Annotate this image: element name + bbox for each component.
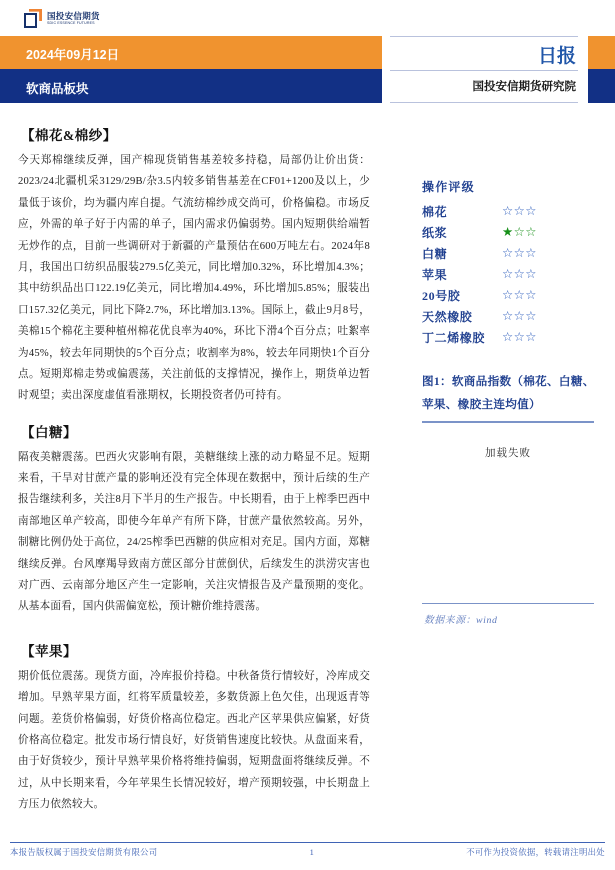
rating-stars-butadiene-rubber: ☆☆☆ [502, 330, 537, 345]
rating-label-sugar: 白糖 [422, 247, 448, 261]
section-title-apple: 【苹果】 [21, 643, 77, 659]
rating-stars-cotton: ☆☆☆ [502, 204, 537, 219]
logo-name-en: SDIC ESSENCE FUTURES [47, 20, 95, 25]
header-right-block [390, 33, 578, 105]
figure-caption: 图1：软商品指数（棉花、白糖、苹果、橡胶主连均值） [422, 375, 595, 412]
rating-stars-pulp: ★☆☆ [502, 225, 537, 240]
rating-label-apple: 苹果 [422, 268, 448, 282]
logo-navy-square [24, 13, 37, 28]
report-kind: 日报 [537, 46, 576, 67]
logo-mark-icon [24, 9, 43, 28]
figure-source: 数据来源：wind [424, 615, 498, 626]
rating-stars-natural-rubber: ☆☆☆ [502, 309, 537, 324]
rating-row-butadiene-rubber [418, 327, 598, 348]
header-rule-mid [390, 70, 578, 71]
report-date: 2024年09月12日 [26, 48, 120, 62]
rating-stars-rubber20: ☆☆☆ [502, 288, 537, 303]
rating-row-sugar [418, 243, 598, 264]
footer [10, 846, 605, 858]
rating-stars-sugar: ☆☆☆ [502, 246, 537, 261]
logo-strip [0, 0, 615, 33]
logo-text [47, 12, 100, 26]
footer-page-number: 1 [309, 847, 315, 857]
sidebar [418, 178, 598, 626]
header-edge-orange [588, 36, 615, 69]
section-apple [18, 640, 370, 816]
header-edge-navy [588, 69, 615, 103]
section-title-cotton: 【棉花&棉纱】 [21, 128, 117, 143]
header-date-bar [0, 36, 382, 69]
rating-row-apple [418, 264, 598, 285]
header-rule-top [390, 36, 578, 37]
rating-stars-apple: ☆☆☆ [502, 267, 537, 282]
company-logo [24, 9, 100, 28]
section-text-sugar: 隔夜美糖震荡。巴西火灾影响有限，美糖继续上涨的动力略显不足。短期来看，干旱对甘蔗产量的影响还没有完全体现在数据中，预计后续的生产报告继续利多，关注8月下半月的生产报告。中长期看，由于上榨季巴西中南部地区单产较高，即使今年单产有所下降，甘蔗产量依然较高。另外，制糖比例仍处于高位，24/25榨季巴西糖的供应相对充足。国内方面，郑糖继续反弹。台风摩羯导致南方蔗区部分甘蔗倒伏，后续发生的洪涝灾害也对广西、云南部分地区产生一定影响，关注灾情报告及产量预期的变化。从基本面看，国内供需偏宽松，预计糖价维持震荡。 [18, 451, 370, 613]
header-rule-bottom [390, 102, 578, 103]
footer-copyright: 本报告版权属于国投安信期货有限公司 [10, 848, 158, 857]
rating-row-pulp [418, 222, 598, 243]
section-text-apple: 期价低位震荡。现货方面，冷库报价持稳。中秋备货行情较好，冷库成交增加。早熟苹果方面，红将军质量较差，多数货源上色欠佳，出现返青等问题。差货价格偏弱，好货价格高位稳定。西北产区苹果供应偏紧，好货价格高位稳定。批发市场行情良好，好货销售速度比较快。从盘面来看，由于好货较少，预计早熟苹果价格将维持偏弱，短期盘面将继续反弹。不过，从中长期来看，今年苹果生长情况较好，增产预期较强，中长期盘上方压力依然较大。 [18, 670, 370, 811]
section-cotton [18, 124, 370, 407]
footer-disclaimer: 不可作为投资依据，转载请注明出处 [466, 848, 605, 857]
rating-table-title: 操作评级 [422, 180, 475, 194]
figure-source-rule [422, 603, 594, 604]
rating-row-natural-rubber [418, 306, 598, 327]
rating-label-natural-rubber: 天然橡胶 [422, 310, 473, 324]
logo-name-cn: 国投安信期货 [47, 10, 100, 21]
footer-rule [10, 842, 605, 843]
rating-row-cotton [418, 201, 598, 222]
header-sector-bar [0, 69, 382, 103]
figure-load-failed-placeholder: 加载失败 [485, 447, 531, 459]
section-text-cotton: 今天郑棉继续反弹，国产棉现货销售基差较多持稳，局部仍让价出货：2023/24北疆机采3129/29B/杂3.5内较多销售基差在CF01+1200及以上，少量低于该价，均为疆内库自提。气流纺棉纱成交尚可，价格偏稳。市场反应，外需的单子好于内需的单子，国内需求仍偏弱势。国内短期供给端暂无炒作的点，目前一些调研对于新疆的产量预估在600万吨左右。2024年8月，我国出口纺织品服装279.5亿美元，同比增加0.32%，环比增加4.3%；其中纺织品出口122.19亿美元，同比增加4.49%，环比增加5.85%；服装出口157.32亿美元，同比下降2.7%，环比增加3.13%。国际上，截止9月8号，美棉15个棉花主要种植州棉花优良率为40%，环比下滑4个百分点；吐絮率为45%，较去年同期快的5个百分点；收割率为8%，较去年同期快1个百分点。短期郑棉走势或偏震荡，关注前低的支撑情况，操作上，期货单边暂时观望；卖出深度虚值看涨期权，长期投资者仍可持有。 [18, 155, 370, 402]
report-sector: 软商品板块 [26, 82, 89, 96]
rating-row-rubber20 [418, 285, 598, 306]
rating-label-rubber20: 20号胶 [422, 289, 461, 303]
rating-label-butadiene-rubber: 丁二烯橡胶 [422, 331, 486, 345]
research-institute: 国投安信期货研究院 [472, 81, 576, 93]
rating-label-cotton: 棉花 [422, 205, 448, 219]
section-title-sugar: 【白糖】 [21, 424, 77, 440]
figure-caption-rule [422, 421, 594, 422]
rating-label-pulp: 纸浆 [422, 226, 448, 240]
report-body [18, 124, 370, 830]
section-sugar [18, 421, 370, 618]
